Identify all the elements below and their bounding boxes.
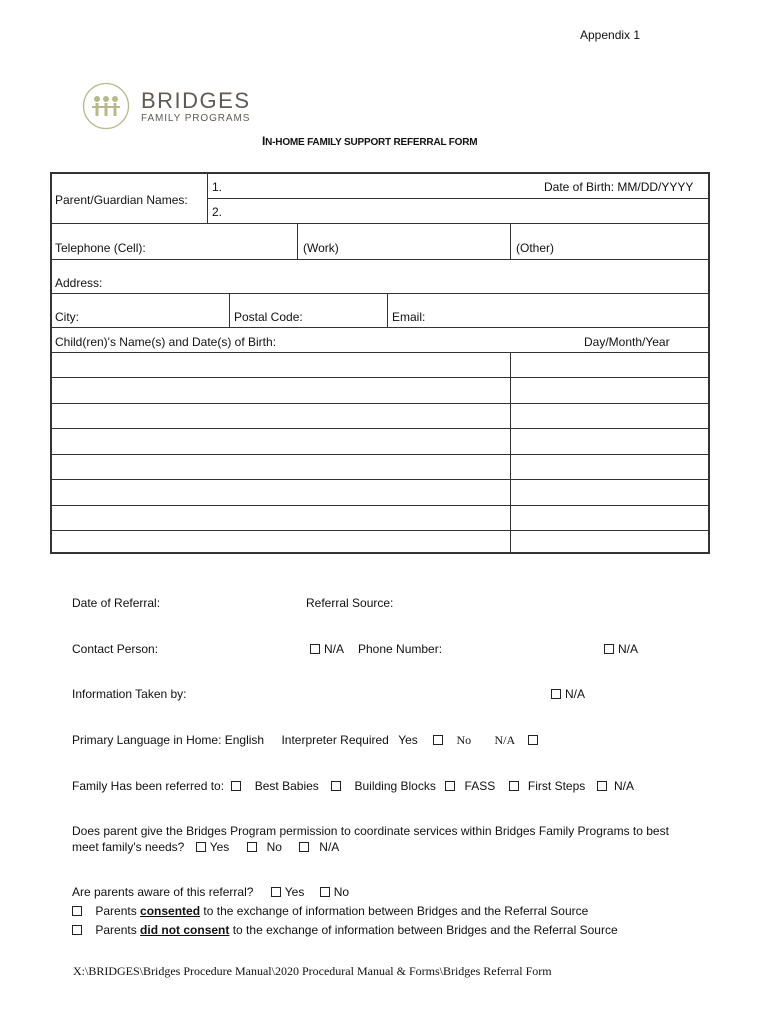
table-rule <box>50 530 710 531</box>
best-babies-label: Best Babies <box>254 779 319 793</box>
aware-row <box>72 885 349 899</box>
table-rule <box>207 198 710 199</box>
parent-guardian-label: Parent/Guardian Names: <box>55 193 188 207</box>
phone-na-option[interactable] <box>604 642 638 656</box>
checkbox-icon[interactable] <box>310 644 320 654</box>
building-blocks-label: Building Blocks <box>354 779 436 793</box>
fass-label: FASS <box>464 779 496 793</box>
table-rule <box>50 505 710 506</box>
form-title-initial: I <box>262 134 266 148</box>
children-label: Child(ren)'s Name(s) and Date(s) of Birth: <box>55 335 277 349</box>
aware-question: Are parents aware of this referral? <box>72 885 254 899</box>
table-rule <box>510 352 511 554</box>
aware-yes-label: Yes <box>284 885 305 899</box>
contact-na-option[interactable] <box>310 642 344 656</box>
permission-question-line1: Does parent give the Bridges Program permission to coordinate services within Bridges Family Programs to best <box>72 824 669 838</box>
first-steps-checkbox[interactable] <box>509 781 519 791</box>
not-consented-checkbox[interactable] <box>72 925 82 935</box>
table-rule <box>50 293 710 294</box>
telephone-work-field[interactable]: (Work) <box>303 241 339 255</box>
aware-yes-checkbox[interactable] <box>271 887 281 897</box>
referred-na-label: N/A <box>613 779 634 793</box>
fass-checkbox[interactable] <box>445 781 455 791</box>
interpreter-na-checkbox[interactable] <box>528 735 538 745</box>
permission-na-label: N/A <box>319 840 340 854</box>
not-consented-exchange-text: to the exchange of information between Bridges and the Referral Source <box>232 923 618 937</box>
day-month-year-label: Day/Month/Year <box>584 335 670 349</box>
information-taken-label[interactable]: Information Taken by: <box>72 687 187 701</box>
interpreter-yes-checkbox[interactable] <box>433 735 443 745</box>
not-consented-row <box>72 923 618 937</box>
aware-no-label: No <box>333 885 350 899</box>
referred-to-row <box>72 779 634 793</box>
did-not-consent-emphasis: did not consent <box>140 923 230 937</box>
date-of-birth-label: Date of Birth: MM/DD/YYYY <box>544 180 694 194</box>
permission-yes-checkbox[interactable] <box>196 842 206 852</box>
permission-no-label: No <box>266 840 282 854</box>
table-rule <box>50 223 710 224</box>
not-consented-parents-label: Parents <box>95 923 137 937</box>
contact-person-label[interactable]: Contact Person: <box>72 642 159 656</box>
interpreter-yes-label: Yes <box>398 733 418 747</box>
consented-parents-label: Parents <box>95 904 137 918</box>
phone-number-label[interactable]: Phone Number: <box>358 642 443 656</box>
interpreter-label: Interpreter Required <box>281 733 389 747</box>
city-field[interactable]: City: <box>55 310 79 324</box>
address-field[interactable]: Address: <box>55 276 103 290</box>
aware-no-checkbox[interactable] <box>320 887 330 897</box>
permission-no-checkbox[interactable] <box>247 842 257 852</box>
referral-source-label[interactable]: Referral Source: <box>306 596 394 610</box>
table-rule <box>387 293 388 327</box>
info-na-label: N/A <box>565 687 586 701</box>
building-blocks-checkbox[interactable] <box>331 781 341 791</box>
telephone-other-field[interactable]: (Other) <box>516 241 555 255</box>
primary-language-label: Primary Language in Home: English <box>72 733 265 747</box>
footer-file-path: X:\BRIDGES\Bridges Procedure Manual\2020 Procedural Manual & Forms\Bridges Referral Form <box>73 964 552 978</box>
table-rule <box>50 259 710 260</box>
consented-checkbox[interactable] <box>72 906 82 916</box>
table-rule <box>207 172 208 223</box>
table-rule <box>50 479 710 480</box>
contact-na-label: N/A <box>324 642 345 656</box>
table-rule <box>50 327 710 328</box>
info-na-option[interactable] <box>551 687 585 701</box>
table-rule <box>229 293 230 327</box>
postal-code-field[interactable]: Postal Code: <box>234 310 303 324</box>
referred-to-label: Family Has been referred to: <box>72 779 225 793</box>
referred-na-checkbox[interactable] <box>597 781 607 791</box>
table-rule <box>510 223 511 259</box>
table-rule <box>297 223 298 259</box>
permission-row <box>72 840 339 854</box>
consented-emphasis: consented <box>140 904 201 918</box>
best-babies-checkbox[interactable] <box>231 781 241 791</box>
table-rule <box>50 454 710 455</box>
logo-name: BRIDGES <box>141 88 251 113</box>
table-rule <box>50 428 710 429</box>
table-rule <box>50 352 710 353</box>
language-row <box>72 733 542 748</box>
parent-1-field[interactable]: 1. <box>212 180 223 194</box>
consented-row <box>72 904 588 918</box>
form-title-rest: N-HOME FAMILY SUPPORT REFERRAL FORM <box>265 137 478 148</box>
phone-na-label: N/A <box>618 642 639 656</box>
first-steps-label: First Steps <box>527 779 586 793</box>
checkbox-icon[interactable] <box>551 689 561 699</box>
permission-yes-label: Yes <box>209 840 230 854</box>
telephone-cell-field[interactable]: Telephone (Cell): <box>55 241 146 255</box>
parent-2-field[interactable]: 2. <box>212 205 223 219</box>
permission-question-line2: meet family's needs? <box>72 840 185 854</box>
logo-subtitle: FAMILY PROGRAMS <box>141 113 251 124</box>
consented-exchange-text: to the exchange of information between Bridges and the Referral Source <box>203 904 589 918</box>
date-of-referral-label[interactable]: Date of Referral: <box>72 596 161 610</box>
appendix-label: Appendix 1 <box>580 28 641 42</box>
bridges-logo-icon <box>82 82 130 130</box>
table-rule <box>50 377 710 378</box>
email-field[interactable]: Email: <box>392 310 426 324</box>
interpreter-na-label: N/A <box>494 733 516 747</box>
referral-table <box>50 172 710 554</box>
table-rule <box>50 403 710 404</box>
interpreter-no-label: No <box>456 733 472 747</box>
checkbox-icon[interactable] <box>604 644 614 654</box>
permission-na-checkbox[interactable] <box>299 842 309 852</box>
form-title <box>262 134 477 148</box>
